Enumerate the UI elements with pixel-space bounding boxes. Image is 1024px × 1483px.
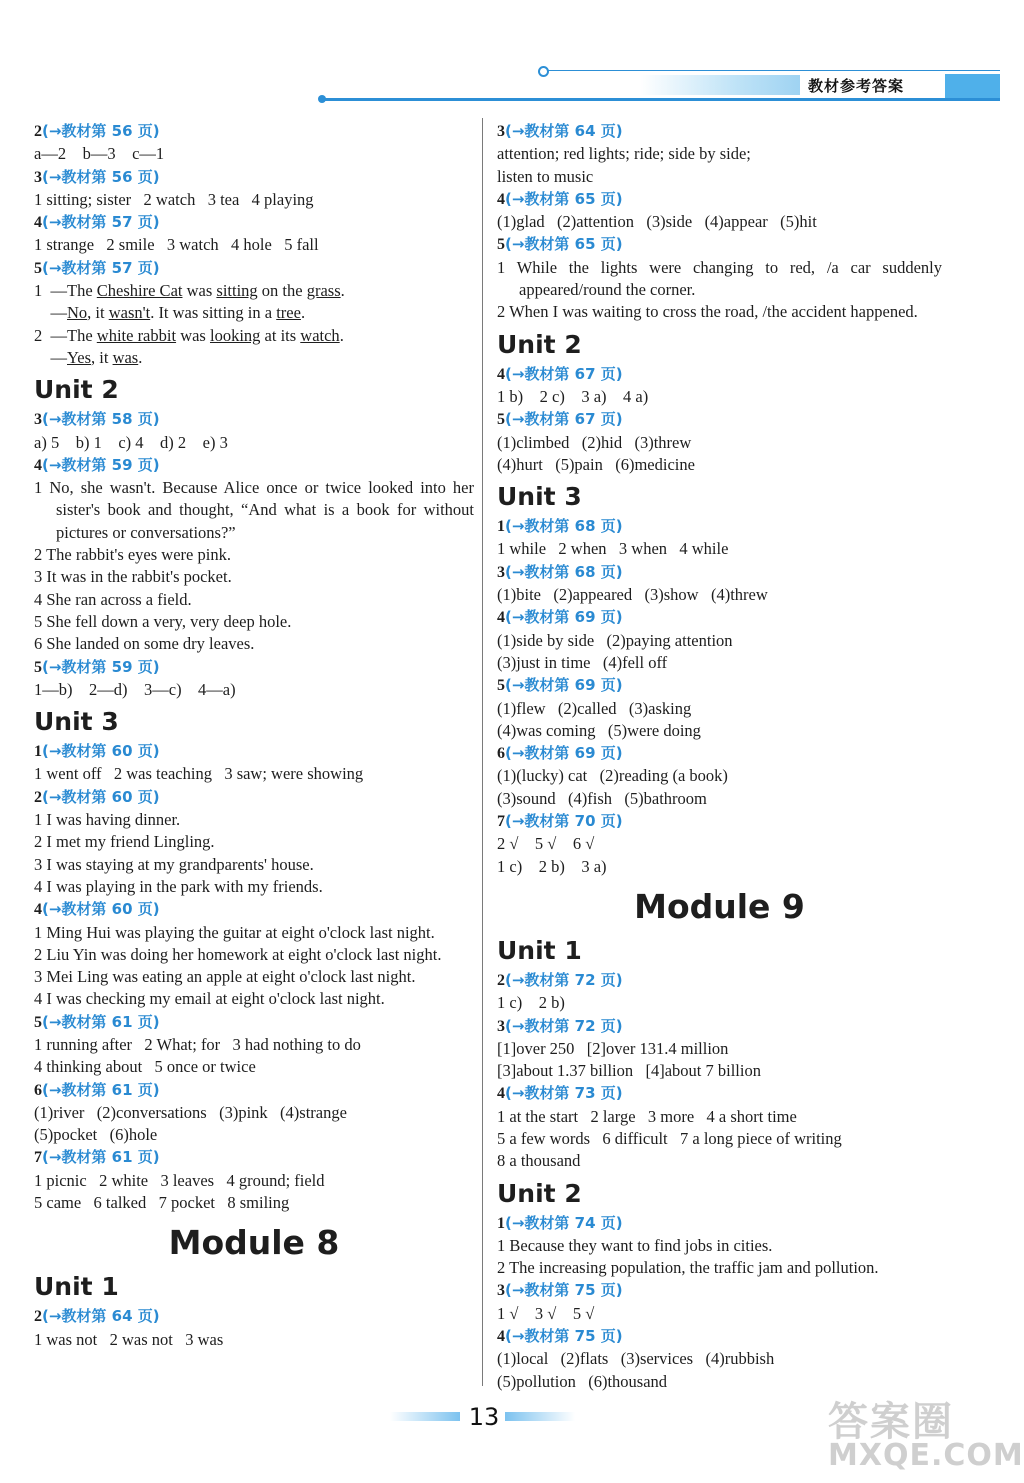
dialogue-line (34, 302, 474, 324)
text-fragment: 2 —The (34, 325, 97, 345)
exercise-number: 4 (34, 901, 42, 919)
exercise-number: 4 (497, 1085, 505, 1103)
answer-line: 1 I was having dinner. (34, 810, 181, 830)
answer-line: 3 I was staying at my grandparents' house. (34, 854, 314, 874)
underlined-word: sitting (216, 281, 258, 301)
text-fragment: . It was sitting in a (150, 303, 277, 323)
exercise-number: 1 (497, 1214, 505, 1232)
exercise-heading (497, 1279, 942, 1302)
text-fragment: . (300, 303, 306, 323)
text-fragment: was (182, 281, 217, 301)
answer-line: 1—b) 2—d) 3—c) 4—a) (34, 679, 236, 699)
exercise-heading (497, 408, 942, 431)
unit-heading: Unit 2 (34, 375, 119, 405)
exercise-number: 7 (497, 813, 505, 831)
exercise-heading (497, 606, 942, 629)
left-column (34, 120, 474, 1351)
exercise-number: 3 (497, 1282, 505, 1300)
answer-line: (1)river (2)conversations (3)pink (4)strange (34, 1102, 347, 1122)
textbook-page-reference: (→教材第 56 页) (42, 122, 160, 140)
text-fragment: , it (87, 303, 109, 323)
text-fragment: on the (257, 281, 307, 301)
text-fragment: , it (91, 347, 113, 367)
exercise-number: 4 (34, 214, 42, 232)
unit-heading: Unit 1 (497, 935, 582, 965)
answer-line: 2 √ 5 √ 6 √ (497, 834, 595, 854)
dialogue-line (34, 280, 474, 302)
exercise-heading (34, 120, 474, 143)
answer-line: 8 a thousand (497, 1151, 581, 1171)
exercise-number: 5 (497, 236, 505, 254)
exercise-heading (497, 742, 942, 765)
exercise-number: 2 (34, 123, 42, 140)
answer-paragraph: 2 When I was waiting to cross the road, /the accident happened. (497, 302, 918, 322)
answer-line: 1 c) 2 b) (497, 993, 565, 1013)
textbook-page-reference: (→教材第 64 页) (505, 122, 623, 140)
underlined-word: Yes (67, 347, 92, 367)
answer-line: (1)flew (2)called (3)asking (497, 698, 692, 718)
textbook-page-reference: (→教材第 57 页) (42, 258, 160, 277)
exercise-heading (34, 257, 474, 280)
page-footer (380, 1400, 620, 1434)
textbook-page-reference: (→教材第 58 页) (42, 410, 160, 429)
exercise-number: 4 (497, 1328, 505, 1346)
answer-line: a—2 b—3 c—1 (34, 144, 165, 164)
answer-line: 4 thinking about 5 once or twice (34, 1057, 256, 1077)
answer-line: a) 5 b) 1 c) 4 d) 2 e) 3 (34, 432, 228, 452)
header-dot-decoration (318, 95, 326, 103)
textbook-page-reference: (→教材第 64 页) (42, 1307, 160, 1326)
answer-line: 3 It was in the rabbit's pocket. (34, 567, 232, 587)
exercise-number: 1 (497, 518, 505, 536)
exercise-number: 5 (497, 411, 505, 429)
answer-line: 1 at the start 2 large 3 more 4 a short time (497, 1106, 797, 1126)
exercise-number: 3 (497, 1017, 505, 1035)
header-rule (322, 98, 1000, 101)
text-fragment: . (340, 281, 345, 301)
answer-line: (1)bite (2)appeared (3)show (4)threw (497, 585, 768, 605)
header-gradient-band (640, 75, 800, 95)
underlined-word: white rabbit (96, 325, 177, 345)
exercise-heading (497, 1325, 942, 1348)
header-thin-rule (547, 70, 1000, 71)
textbook-page-reference: (→教材第 68 页) (505, 562, 623, 581)
answer-paragraph: 1 No, she wasn't. Because Alice once or twice looked into her sister's book and thought, “And what is a book for without pictures or conversations?” (34, 478, 474, 542)
text-fragment: . (138, 347, 143, 367)
textbook-page-reference: (→教材第 75 页) (505, 1281, 623, 1300)
dialogue-line (34, 347, 474, 369)
textbook-page-reference: (→教材第 56 页) (42, 167, 160, 186)
exercise-number: 1 (34, 743, 42, 761)
textbook-page-reference: (→教材第 73 页) (505, 1084, 623, 1103)
exercise-number: 3 (497, 123, 505, 140)
module-heading: Module 8 (168, 1223, 340, 1263)
exercise-heading (34, 656, 474, 679)
exercise-heading (34, 1011, 474, 1034)
answer-line: (1)(lucky) cat (2)reading (a book) (497, 766, 728, 786)
answer-line: [3]about 1.37 billion [4]about 7 billion (497, 1061, 761, 1081)
textbook-page-reference: (→教材第 65 页) (505, 189, 623, 208)
unit-heading: Unit 2 (497, 1178, 582, 1208)
exercise-heading (497, 1082, 942, 1105)
text-fragment: — (34, 303, 67, 323)
exercise-heading (497, 969, 942, 992)
answer-line: 4 I was checking my email at eight o'clock last night. (34, 989, 385, 1009)
exercise-number: 2 (497, 971, 505, 989)
answer-line: 5 She fell down a very, very deep hole. (34, 611, 292, 631)
exercise-number: 6 (497, 745, 505, 763)
exercise-heading (497, 233, 942, 256)
answer-line: (3)sound (4)fish (5)bathroom (497, 788, 707, 808)
textbook-page-reference: (→教材第 74 页) (505, 1213, 623, 1232)
text-fragment: at its (260, 325, 301, 345)
textbook-page-reference: (→教材第 68 页) (505, 517, 623, 536)
exercise-number: 4 (497, 190, 505, 208)
exercise-number: 3 (34, 411, 42, 429)
answer-line: (1)local (2)flats (3)services (4)rubbish (497, 1349, 775, 1369)
exercise-heading (34, 786, 474, 809)
answer-line: 6 She landed on some dry leaves. (34, 634, 255, 654)
textbook-page-reference: (→教材第 60 页) (42, 742, 160, 761)
answer-line: (4)was coming (5)were doing (497, 720, 701, 740)
answer-line: attention; red lights; ride; side by side; (497, 144, 751, 164)
exercise-heading (497, 120, 942, 143)
page-header-title: 教材参考答案 (808, 77, 905, 95)
textbook-page-reference: (→教材第 59 页) (42, 455, 160, 474)
answer-line: 1 strange 2 smile 3 watch 4 hole 5 fall (34, 235, 319, 255)
exercise-number: 3 (497, 563, 505, 581)
exercise-number: 5 (34, 259, 42, 277)
exercise-number: 4 (497, 609, 505, 627)
answer-paragraph: 2 Liu Yin was doing her homework at eight o'clock last night. (34, 944, 442, 964)
answer-line: 1 Because they want to find jobs in cities. (497, 1235, 773, 1255)
textbook-page-reference: (→教材第 60 页) (42, 900, 160, 919)
exercise-number: 5 (34, 658, 42, 676)
textbook-page-reference: (→教材第 69 页) (505, 608, 623, 627)
textbook-page-reference: (→教材第 61 页) (42, 1012, 160, 1031)
footer-bar-left (390, 1412, 460, 1421)
underlined-word: tree (276, 303, 301, 323)
module-heading: Module 9 (634, 886, 805, 926)
unit-heading: Unit 2 (497, 329, 582, 359)
exercise-number: 4 (34, 456, 42, 474)
underlined-word: was (112, 347, 139, 367)
answer-line: [1]over 250 [2]over 131.4 million (497, 1038, 729, 1058)
header-color-tab (945, 74, 1000, 98)
answer-paragraph: 3 Mei Ling was eating an apple at eight o'clock last night. (34, 967, 416, 987)
answer-line: 2 I met my friend Lingling. (34, 832, 215, 852)
textbook-page-reference: (→教材第 67 页) (505, 364, 623, 383)
textbook-page-reference: (→教材第 70 页) (505, 812, 623, 831)
exercise-number: 3 (34, 168, 42, 186)
answer-line: (3)just in time (4)fell off (497, 652, 668, 672)
answer-line: 5 came 6 talked 7 pocket 8 smiling (34, 1193, 290, 1213)
text-fragment: was (176, 325, 210, 345)
textbook-page-reference: (→教材第 61 页) (42, 1080, 160, 1099)
answer-line: 1 c) 2 b) 3 a) (497, 856, 607, 876)
exercise-heading (34, 1305, 474, 1328)
footer-bar-right (505, 1412, 575, 1421)
answer-line: (5)pocket (6)hole (34, 1125, 158, 1145)
exercise-heading (34, 1146, 474, 1169)
textbook-page-reference: (→教材第 61 页) (42, 1148, 160, 1167)
underlined-word: Cheshire Cat (96, 281, 183, 301)
answer-line: 1 picnic 2 white 3 leaves 4 ground; field (34, 1170, 325, 1190)
answer-line: 4 She ran across a field. (34, 589, 192, 609)
exercise-heading (497, 188, 942, 211)
answer-line: (5)pollution (6)thousand (497, 1371, 668, 1391)
unit-heading: Unit 3 (34, 707, 119, 737)
exercise-heading (497, 674, 942, 697)
text-fragment: — (34, 347, 67, 367)
underlined-word: grass (306, 281, 341, 301)
answer-line: 1 sitting; sister 2 watch 3 tea 4 playing (34, 189, 314, 209)
watermark-en: MXQE.COM (828, 1438, 1024, 1473)
exercise-heading (34, 166, 474, 189)
textbook-page-reference: (→教材第 69 页) (505, 676, 623, 695)
textbook-page-reference: (→教材第 69 页) (505, 744, 623, 763)
unit-heading: Unit 1 (34, 1272, 119, 1302)
underlined-word: watch (300, 325, 340, 345)
textbook-page-reference: (→教材第 59 页) (42, 657, 160, 676)
underlined-word: wasn't (108, 303, 151, 323)
right-column (497, 120, 942, 1393)
exercise-number: 2 (34, 1308, 42, 1326)
answer-line: (1)climbed (2)hid (3)threw (497, 432, 692, 452)
underlined-word: No (67, 303, 88, 323)
answer-paragraph: 1 Ming Hui was playing the guitar at eight o'clock last night. (34, 922, 435, 942)
textbook-page-reference: (→教材第 72 页) (505, 1016, 623, 1035)
answer-line: 1 went off 2 was teaching 3 saw; were showing (34, 764, 364, 784)
textbook-page-reference: (→教材第 57 页) (42, 213, 160, 232)
exercise-heading (34, 1079, 474, 1102)
answer-line: 1 b) 2 c) 3 a) 4 a) (497, 386, 649, 406)
unit-heading: Unit 3 (497, 482, 582, 512)
watermark-logo (820, 1390, 1024, 1478)
answer-line: 1 was not 2 was not 3 was (34, 1329, 224, 1349)
exercise-number: 2 (34, 788, 42, 806)
answer-paragraph: 1 While the lights were changing to red, /a car suddenly appeared/round the corner. (497, 257, 942, 300)
answer-line: 4 I was playing in the park with my friends. (34, 876, 323, 896)
answer-line: 1 while 2 when 3 when 4 while (497, 539, 729, 559)
watermark-cn: 答案圈 (828, 1399, 954, 1445)
header-ring-decoration (538, 66, 549, 77)
answer-line: (1)side by side (2)paying attention (497, 630, 733, 650)
exercise-heading (34, 408, 474, 431)
textbook-page-reference: (→教材第 75 页) (505, 1327, 623, 1346)
answer-line: (1)glad (2)attention (3)side (4)appear (5)hit (497, 212, 817, 232)
exercise-heading (497, 810, 942, 833)
dialogue-line (34, 325, 474, 347)
column-divider (482, 118, 483, 1386)
exercise-heading (34, 898, 474, 921)
textbook-page-reference: (→教材第 60 页) (42, 787, 160, 806)
exercise-heading (497, 363, 942, 386)
answer-line: listen to music (497, 166, 594, 186)
answer-line: 5 a few words 6 difficult 7 a long piece of writing (497, 1128, 842, 1148)
exercise-heading (497, 561, 942, 584)
textbook-page-reference: (→教材第 67 页) (505, 410, 623, 429)
answer-paragraph: 2 The increasing population, the traffic jam and pollution. (497, 1258, 879, 1278)
answer-line: 1 √ 3 √ 5 √ (497, 1303, 595, 1323)
exercise-number: 7 (34, 1149, 42, 1167)
exercise-heading (497, 1015, 942, 1038)
text-fragment: 1 —The (34, 281, 97, 301)
textbook-page-reference: (→教材第 65 页) (505, 235, 623, 254)
exercise-number: 6 (34, 1081, 42, 1099)
answer-line: 1 running after 2 What; for 3 had nothing to do (34, 1034, 361, 1054)
exercise-heading (497, 1212, 942, 1235)
exercise-number: 5 (34, 1013, 42, 1031)
exercise-heading (497, 515, 942, 538)
answer-line: 2 The rabbit's eyes were pink. (34, 545, 231, 565)
exercise-heading (34, 740, 474, 763)
page-number: 13 (468, 1403, 500, 1431)
answer-line: (4)hurt (5)pain (6)medicine (497, 454, 695, 474)
underlined-word: looking (209, 325, 261, 345)
text-fragment: . (339, 325, 344, 345)
exercise-heading (34, 211, 474, 234)
textbook-page-reference: (→教材第 72 页) (505, 970, 623, 989)
exercise-number: 5 (497, 677, 505, 695)
exercise-heading (34, 454, 474, 477)
exercise-number: 4 (497, 365, 505, 383)
